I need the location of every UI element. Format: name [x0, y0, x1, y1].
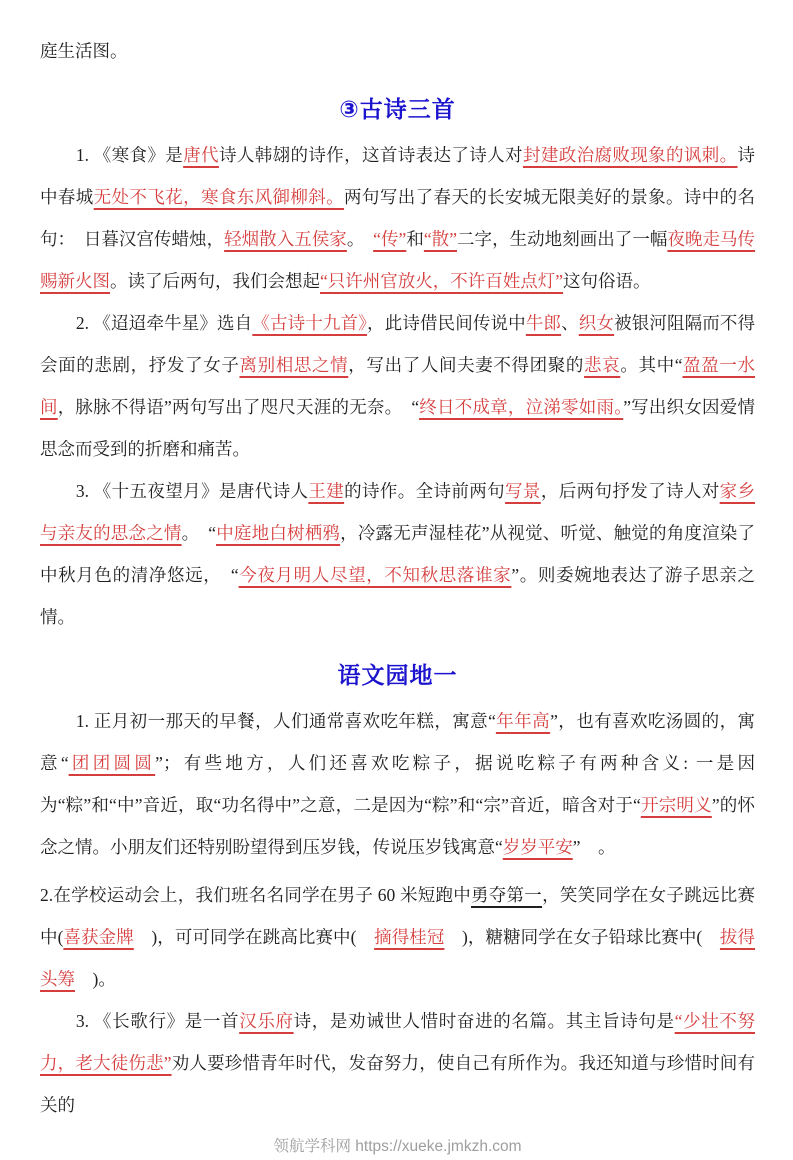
highlighted-answer: 拔得头筹 [40, 927, 755, 989]
text-run: 3. 《长歌行》是一首 [75, 1011, 240, 1031]
paragraph [40, 700, 755, 868]
highlighted-answer: 开宗明义 [640, 795, 712, 815]
text-run: ” 。 [572, 837, 616, 857]
text-run: ，写出了人间夫妻不得团聚的 [348, 355, 585, 375]
highlighted-answer: 汉乐府 [239, 1011, 294, 1031]
paragraph [40, 1000, 755, 1126]
text-run: 3. 《十五夜望月》是唐代诗人 [75, 481, 309, 501]
text-run: 1. 正月初一那天的早餐，人们通常喜欢吃年糕，寓意“ [75, 711, 496, 731]
paragraph [40, 874, 755, 1000]
highlighted-answer: “传” [373, 229, 407, 249]
text-run: 、 [561, 313, 579, 333]
text-run: )。 [75, 969, 116, 989]
highlighted-answer: 牛郎 [525, 313, 562, 333]
text-run: 。其中“ [620, 355, 683, 375]
paragraph [40, 134, 755, 302]
highlighted-answer: 团团圆圆 [68, 753, 156, 773]
text-run: 。 [346, 229, 374, 249]
highlighted-answer: 盈盈一水间 [40, 355, 756, 417]
text-run: 诗人韩翃的诗作，这首诗表达了诗人对 [218, 145, 523, 165]
highlighted-answer: 轻烟散入五侯家 [224, 229, 347, 249]
paragraph [40, 302, 755, 470]
text-run: 。 “ [181, 523, 217, 543]
text-run: ，冷露无声湿桂花”从视觉、听觉、触觉的角度渲染了中秋月色的清净悠远， “ [40, 523, 756, 585]
highlighted-answer: 写景 [505, 481, 541, 501]
text-run: ，脉脉不得语”两句写出了咫尺天涯的无奈。 “ [57, 397, 420, 417]
document-content [40, 30, 755, 1126]
text-run: 诗，是劝诫世人惜时奋进的名篇。其主旨诗句是 [293, 1011, 675, 1031]
highlighted-answer: “散” [423, 229, 457, 249]
highlighted-answer: 织女 [578, 313, 615, 333]
text-run: ”；有些地方，人们还喜欢吃粽子，据说吃粽子有两种含义: 一是因为“粽”和“中”音近，取“功名得中”之意，二是因为“粽”和“宗”音近，暗含对于“ [40, 753, 755, 815]
text-run: 两句写出了春天的长安城无限美好的景象。诗中的名句： 日暮汉宫传蜡烛， [40, 187, 756, 249]
highlighted-answer: 今夜月明人尽望，不知秋思落谁家 [238, 565, 512, 585]
text-run: ，后两句抒发了诗人对 [540, 481, 720, 501]
highlighted-answer: 无处不飞花，寒食东风御柳斜。 [93, 187, 345, 207]
underlined-text: 勇夺第一 [471, 885, 543, 905]
text-run: ”，也有喜欢吃汤圆的，寓意“ [40, 711, 755, 773]
highlighted-answer: 离别相思之情 [239, 355, 349, 375]
highlighted-answer: 《古诗十九首》 [252, 313, 368, 333]
watermark-footer [40, 1134, 755, 1160]
highlighted-answer: 悲哀 [584, 355, 621, 375]
text-run: ，笑笑同学在女子跳远比赛中( [40, 885, 755, 947]
text-run: 庭生活图。 [40, 41, 128, 61]
highlighted-answer: 夜晚走马传赐新火图 [40, 229, 756, 291]
text-run: 二字，生动地刻画出了一幅 [456, 229, 668, 249]
highlighted-answer: 岁岁平安 [502, 837, 573, 857]
text-run: 这句俗语。 [563, 271, 651, 291]
text-run: 2.在学校运动会上，我们班名名同学在男子 60 米短跑中 [40, 885, 472, 905]
highlighted-answer: “只许州官放火，不许百姓点灯” [320, 271, 564, 291]
text-run: )，可可同学在跳高比赛中( [133, 927, 375, 947]
watermark-text: 领航学科网 https://xueke.jmkzh.com [273, 1138, 522, 1155]
text-run: 被银河阻隔而不得会面的悲剧，抒发了女子 [40, 313, 756, 375]
highlighted-answer: 封建政治腐败现象的讽刺。 [522, 145, 738, 165]
text-run: 2. 《迢迢牵牛星》选自 [75, 313, 253, 333]
paragraph [40, 470, 755, 638]
text-run: ”写出织女因爱情思念而受到的折磨和痛苦。 [40, 397, 755, 459]
text-run: )，糖糖同学在女子铅球比赛中( [444, 927, 720, 947]
section-heading: ③古诗三首 [339, 96, 456, 122]
section-heading: 语文园地一 [337, 662, 458, 688]
text-run: 劝人要珍惜青年时代，发奋努力，使自己有所作为。我还知道与珍惜时间有关的 [40, 1053, 755, 1115]
text-run: ，此诗借民间传说中 [367, 313, 526, 333]
text-run: 和 [406, 229, 424, 249]
highlighted-answer: “少壮不努力，老大徒伤悲” [40, 1011, 756, 1073]
text-run: 诗中春城 [40, 145, 756, 207]
text-run: 的诗作。全诗前两句 [344, 481, 506, 501]
paragraph [40, 30, 755, 72]
highlighted-answer: 年年高 [495, 711, 551, 731]
highlighted-answer: 王建 [308, 481, 345, 501]
highlighted-answer: 终日不成章，泣涕零如雨。 [419, 397, 624, 417]
text-run: ”。则委婉地表达了游子思亲之情。 [40, 565, 755, 627]
highlighted-answer: 喜获金牌 [63, 927, 134, 947]
text-run: 。读了后两句，我们会想起 [110, 271, 320, 291]
text-run: 1. 《寒食》是 [75, 145, 184, 165]
text-run: ”的怀念之情。小朋友们还特别盼望得到压岁钱，传说压岁钱寓意“ [40, 795, 755, 857]
highlighted-answer: 中庭地白树栖鸦 [216, 523, 341, 543]
highlighted-answer: 唐代 [183, 145, 219, 165]
highlighted-answer: 家乡与亲友的思念之情 [40, 481, 756, 543]
highlighted-answer: 摘得桂冠 [374, 927, 445, 947]
